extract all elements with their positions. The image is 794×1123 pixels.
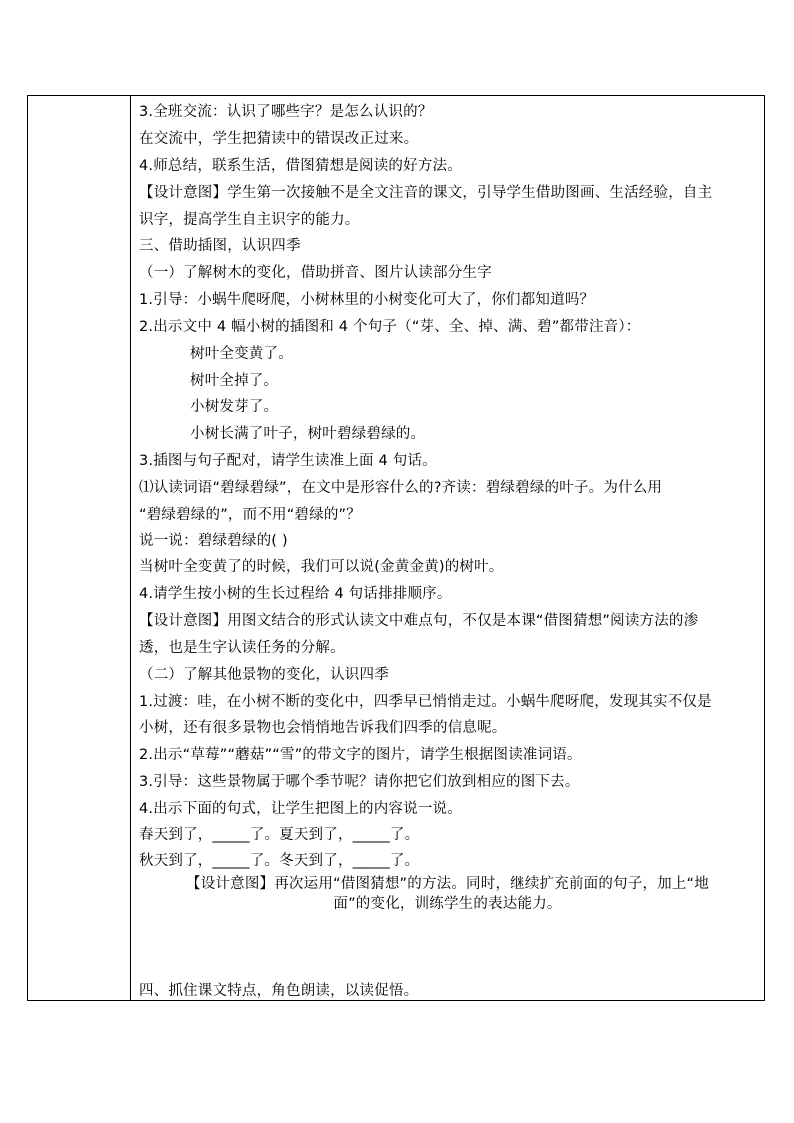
- sentence-line: 树叶全掉了。: [190, 373, 279, 389]
- text-line: 3.全班交流：认识了哪些字？是怎么认识的？: [139, 104, 433, 120]
- subsection-heading: （二）了解其他景物的变化，认识四季: [139, 667, 389, 683]
- text-line: 3.引导：这些景物属于哪个季节呢？请你把它们放到相应的图下去。: [139, 774, 580, 790]
- text-line: 3.插图与句子配对，请学生读准上面 4 句话。: [139, 453, 437, 469]
- design-intent-line: 面”的变化，训练学生的表达能力。: [333, 896, 562, 912]
- text-line: 在交流中，学生把猜读中的错误改正过来。: [139, 131, 419, 147]
- content-cell: [131, 96, 764, 1000]
- text-line: 4.出示下面的句式，让学生把图上的内容说一说。: [139, 801, 462, 817]
- sentence-line: 树叶全变黄了。: [190, 346, 293, 362]
- sentence-pattern-line: 秋天到了，_____了。冬天到了，_____了。: [139, 853, 420, 869]
- design-intent-line: 【设计意图】再次运用“借图猜想”的方法。同时，继续扩充前面的句子，加上“地: [186, 876, 709, 892]
- sentence-line: 小树长满了叶子，树叶碧绿碧绿的。: [190, 426, 426, 442]
- section-heading: 三、借助插图，认识四季: [139, 238, 301, 254]
- text-line: 4.师总结，联系生活，借图猜想是阅读的好方法。: [139, 158, 462, 174]
- text-line: 小树，还有很多景物也会悄悄地告诉我们四季的信息呢。: [139, 720, 507, 736]
- text-line: 2.出示“草莓”“蘑菇”“雪”的带文字的图片，请学生根据图读准词语。: [139, 747, 582, 763]
- text-line: ⑴认读词语“碧绿碧绿”，在文中是形容什么的?齐读：碧绿碧绿的叶子。为什么用: [139, 480, 663, 496]
- text-line: 1.过渡：哇，在小树不断的变化中，四季早已悄悄走过。小蜗牛爬呀爬，发现其实不仅是: [139, 694, 712, 710]
- text-line: 透，也是生字认读任务的分解。: [139, 640, 345, 656]
- sentence-line: 小树发芽了。: [190, 399, 279, 415]
- text-line: 说一说：碧绿碧绿的( ): [139, 533, 288, 549]
- text-line: 2.出示文中 4 幅小树的插图和 4 个句子（“芽、全、掉、满、碧”都带注音）：: [139, 319, 641, 335]
- text-line: 识字，提高学生自主识字的能力。: [139, 212, 360, 228]
- text-line: 4.请学生按小树的生长过程给 4 句话排排顺序。: [139, 586, 452, 602]
- design-intent-line: 【设计意图】用图文结合的形式认读文中难点句，不仅是本课“借图猜想”阅读方法的渗: [139, 613, 699, 629]
- section-heading: 四、抓住课文特点，角色朗读，以读促悟。: [139, 983, 419, 999]
- left-column-cell: [28, 96, 131, 1000]
- sentence-pattern-line: 春天到了，_____了。夏天到了，_____了。: [139, 827, 420, 843]
- text-line: 1.引导：小蜗牛爬呀爬，小树林里的小树变化可大了，你们都知道吗？: [139, 292, 595, 308]
- text-line: 当树叶全变黄了的时候，我们可以说(金黄金黄)的树叶。: [139, 559, 504, 575]
- design-intent-line: 【设计意图】学生第一次接触不是全文注音的课文，引导学生借助图画、生活经验，自主: [139, 185, 713, 201]
- lesson-table: [27, 95, 765, 1001]
- subsection-heading: （一）了解树木的变化，借助拼音、图片认读部分生字: [139, 265, 492, 281]
- text-line: “碧绿碧绿的”，而不用“碧绿的”？: [139, 507, 361, 523]
